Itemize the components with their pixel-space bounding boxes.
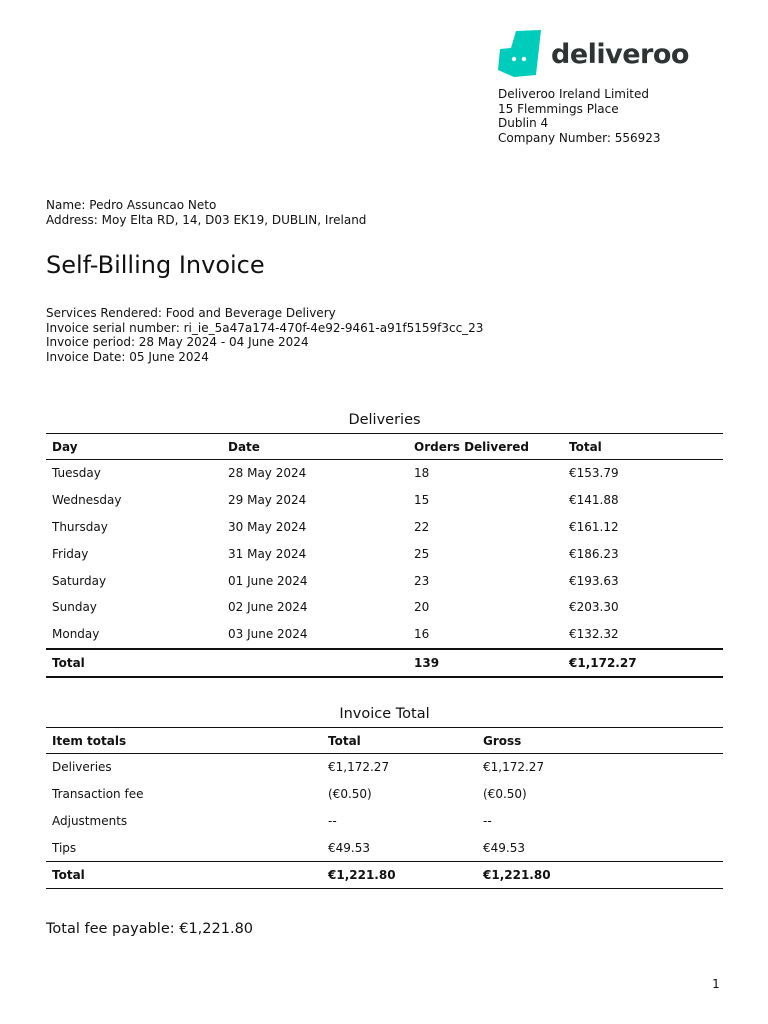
table-row (46, 621, 723, 649)
table-cell: -- (483, 813, 492, 828)
table-cell: 15 (414, 493, 430, 508)
table-row (46, 834, 723, 861)
company-name: Deliveroo Ireland Limited (498, 87, 650, 101)
column-header: Date (222, 434, 408, 460)
brand-wordmark: deliveroo (551, 38, 689, 70)
table-cell: Tips (52, 840, 77, 855)
column-header: Day (46, 434, 222, 460)
column-header: Total (322, 728, 477, 754)
table-cell: Thursday (52, 519, 108, 534)
column-header: Orders Delivered (408, 434, 563, 460)
table-cell: Saturday (52, 573, 107, 588)
recipient-name: Name: Pedro Assuncao Neto (46, 198, 217, 212)
table-cell: €1,172.27 (483, 760, 545, 775)
table-row (46, 487, 723, 514)
table-cell: €153.79 (569, 466, 619, 481)
table-cell: 20 (414, 600, 430, 615)
table-cell: 16 (414, 627, 430, 642)
kangaroo-icon (497, 30, 543, 78)
table-cell: €141.88 (569, 493, 619, 508)
table-cell: €132.32 (569, 627, 619, 642)
table-cell: 03 June 2024 (228, 627, 308, 642)
table-cell: €1,172.27 (563, 649, 723, 677)
table-cell: Total (46, 862, 322, 889)
table-row (46, 808, 723, 835)
table-cell: €1,172.27 (328, 760, 390, 775)
table-cell: 22 (414, 519, 430, 534)
company-number: Company Number: 556923 (498, 130, 661, 145)
table-row (46, 567, 723, 594)
table-cell: Monday (52, 627, 100, 642)
recipient-address: Address: Moy Elta RD, 14, D03 EK19, DUBLIN, Ireland (46, 213, 367, 227)
table-header-row (46, 434, 723, 460)
table-cell: 01 June 2024 (228, 573, 308, 588)
invoice-total-title: Invoice Total (339, 706, 430, 722)
table-cell: €203.30 (569, 600, 619, 615)
table-cell: €193.63 (569, 573, 619, 588)
table-cell: Adjustments (52, 813, 128, 828)
column-header: Gross (477, 728, 723, 754)
table-row (46, 460, 723, 487)
deliveries-table (46, 433, 723, 678)
table-cell: 18 (414, 466, 430, 481)
table-cell: €186.23 (569, 546, 619, 561)
table-cell: (€0.50) (328, 787, 372, 802)
table-cell (222, 649, 408, 677)
table-cell: 02 June 2024 (228, 600, 308, 615)
column-header: Total (563, 434, 723, 460)
deliveroo-logo (497, 30, 689, 78)
company-city: Dublin 4 (498, 116, 549, 130)
table-cell: 28 May 2024 (228, 466, 307, 481)
table-cell: 30 May 2024 (228, 519, 307, 534)
table-row (46, 781, 723, 808)
table-cell: 31 May 2024 (228, 546, 307, 561)
services-rendered: Services Rendered: Food and Beverage Delivery (46, 306, 336, 320)
table-cell: -- (328, 813, 337, 828)
table-cell: 29 May 2024 (228, 493, 307, 508)
table-row (46, 514, 723, 541)
table-cell: Transaction fee (52, 787, 144, 802)
table-cell: €1,221.80 (322, 862, 477, 889)
deliveries-title: Deliveries (348, 412, 421, 428)
table-cell: Tuesday (52, 466, 101, 481)
table-cell: Deliveries (52, 760, 112, 775)
recipient-block (46, 198, 366, 228)
table-cell: 23 (414, 573, 430, 588)
page-title: Self-Billing Invoice (46, 251, 265, 279)
table-total-row (46, 649, 723, 677)
invoice-period: Invoice period: 28 May 2024 - 04 June 2024 (46, 335, 309, 349)
table-total-row (46, 862, 723, 889)
table-row (46, 594, 723, 621)
total-fee-payable: Total fee payable: €1,221.80 (46, 921, 254, 937)
table-row (46, 540, 723, 567)
table-cell: Wednesday (52, 493, 122, 508)
table-cell: 25 (414, 546, 430, 561)
company-address-block (498, 87, 661, 145)
invoice-meta (46, 306, 483, 364)
table-row (46, 754, 723, 781)
invoice-date: Invoice Date: 05 June 2024 (46, 349, 209, 364)
table-cell: €49.53 (328, 840, 370, 855)
table-cell: 139 (408, 649, 563, 677)
table-cell: Sunday (52, 600, 97, 615)
table-cell: €49.53 (483, 840, 525, 855)
table-cell: €1,221.80 (477, 862, 723, 889)
table-header-row (46, 728, 723, 754)
table-cell: €161.12 (569, 519, 619, 534)
table-cell: Total (46, 649, 222, 677)
table-cell: Friday (52, 546, 89, 561)
company-street: 15 Flemmings Place (498, 101, 619, 116)
invoice-total-table (46, 727, 723, 889)
invoice-serial: Invoice serial number: ri_ie_5a47a174-470f-4e92-9461-a91f5159f3cc_23 (46, 320, 484, 335)
page-number: 1 (712, 977, 720, 991)
table-cell: (€0.50) (483, 787, 527, 802)
column-header: Item totals (46, 728, 322, 754)
